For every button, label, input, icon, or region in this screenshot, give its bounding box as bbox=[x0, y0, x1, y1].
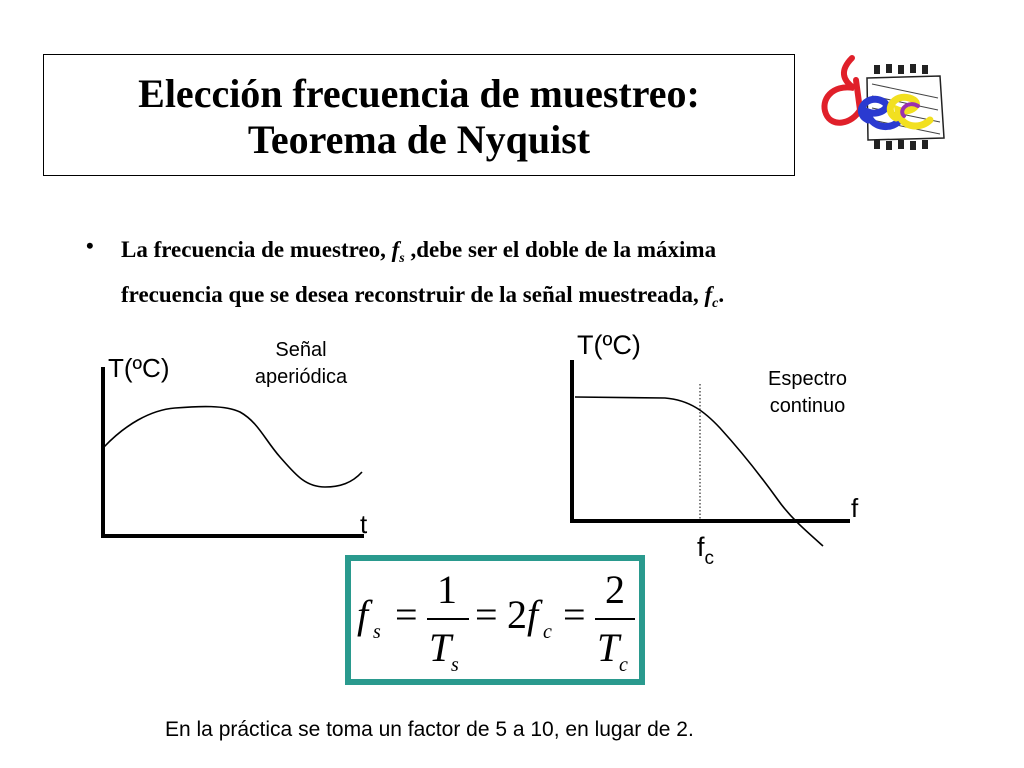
fs-subscript: s bbox=[399, 251, 405, 266]
nyquist-formula-box bbox=[345, 555, 645, 685]
formula-eq1: = bbox=[395, 592, 418, 637]
formula-den2-sub: c bbox=[619, 654, 628, 676]
bullet-text-line2: frecuencia que se desea reconstruir de la señal muestreada, bbox=[121, 282, 705, 307]
left-graph-xlabel: t bbox=[360, 509, 368, 539]
right-graph-caption-line1: Espectro bbox=[768, 368, 847, 390]
fs-symbol: f bbox=[391, 237, 400, 262]
fc-subscript: c bbox=[712, 296, 719, 311]
right-graph-fc-symbol: f bbox=[697, 532, 705, 562]
title-line-2: Teorema de Nyquist bbox=[247, 117, 591, 162]
left-graph-signal-curve bbox=[104, 407, 362, 487]
formula-eq3: = bbox=[563, 592, 586, 637]
left-graph-caption-line2: aperiódica bbox=[254, 366, 348, 388]
right-graph-caption-line2: continuo bbox=[769, 395, 846, 417]
nyquist-formula bbox=[351, 561, 639, 679]
left-graph-caption-line1: Señal bbox=[275, 339, 327, 361]
formula-num2: 2 bbox=[605, 567, 625, 612]
formula-two: 2 bbox=[507, 592, 527, 637]
formula-fs-sub: s bbox=[373, 621, 381, 643]
bullet-text-end: . bbox=[718, 282, 725, 307]
right-graph-fc-subscript: c bbox=[704, 548, 715, 569]
right-graph-xlabel: f bbox=[851, 493, 859, 523]
right-graph-fc-label bbox=[697, 532, 714, 570]
footnote: En la práctica se toma un factor de 5 a 10, en lugar de 2. bbox=[165, 718, 694, 741]
formula-den1: T bbox=[429, 625, 452, 670]
bullet-text-part2: ,debe ser el doble de la máxima bbox=[404, 237, 717, 262]
left-graph-caption bbox=[236, 337, 366, 391]
formula-den2: T bbox=[597, 625, 620, 670]
right-graph-caption bbox=[745, 366, 870, 420]
formula-fs: f bbox=[357, 592, 369, 637]
formula-den1-sub: s bbox=[451, 654, 459, 676]
formula-num1: 1 bbox=[437, 567, 457, 612]
formula-fc-sub: c bbox=[543, 621, 552, 643]
left-graph-ylabel: T(ºC) bbox=[108, 353, 170, 383]
right-graph-ylabel: T(ºC) bbox=[577, 330, 641, 360]
bullet-text-part1: La frecuencia de muestreo, bbox=[121, 237, 392, 262]
fc-symbol: f bbox=[704, 282, 713, 307]
title-line-1: Elección frecuencia de muestreo: bbox=[138, 71, 700, 116]
bullet-marker: • bbox=[86, 233, 94, 258]
formula-fc: f bbox=[527, 592, 539, 637]
formula-eq2: = bbox=[475, 592, 498, 637]
